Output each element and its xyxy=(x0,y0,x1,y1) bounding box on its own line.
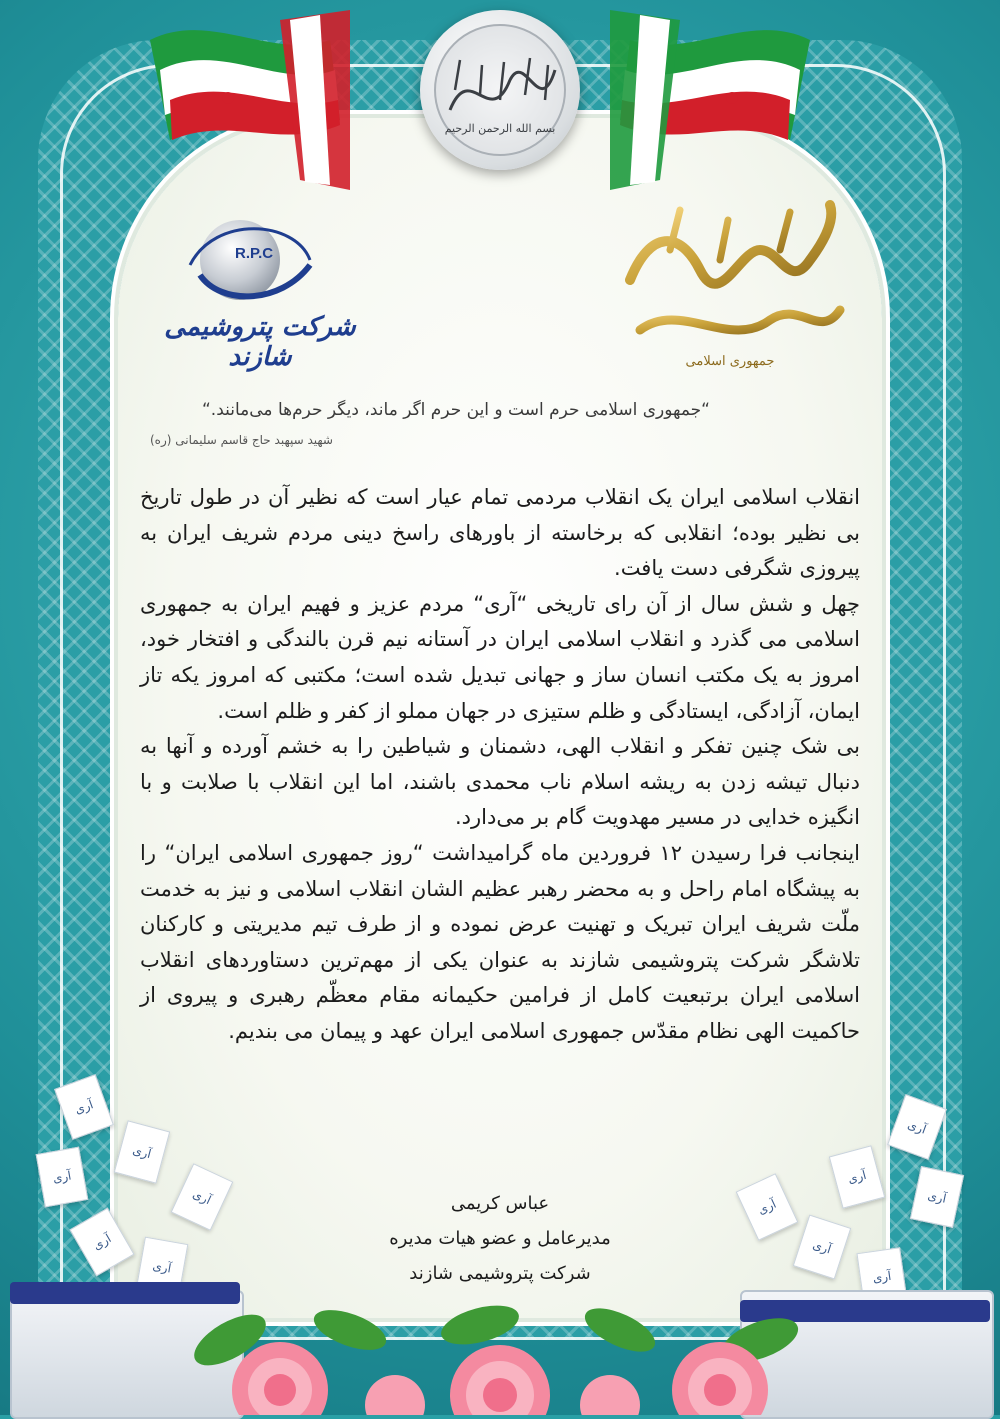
paragraph-1: انقلاب اسلامی ایران یک انقلاب مردمی تمام عیار است که نظیر آن در طول تاریخ بی نظیر بوده؛ انقلابی که برخاسته از باورهای راسخ دینی مردم شریف ایران به پیروزی شگرفی دست یافت. xyxy=(140,485,860,581)
jomhouri-eslami-calligraphy-icon xyxy=(610,190,850,370)
brand-title: جمهوری اسلامی xyxy=(685,354,775,369)
rpc-text: R.P.C xyxy=(235,245,274,262)
quote-attribution: شهید سپهبد حاج قاسم سلیمانی (ره) xyxy=(150,433,333,447)
vote-card-text: آری xyxy=(811,1237,833,1257)
vote-card-text: آری xyxy=(846,1167,868,1187)
vote-card-text: آری xyxy=(190,1186,214,1208)
flag-ribbon-right-icon xyxy=(610,0,810,190)
signer-company: شرکت پتروشیمی شازند xyxy=(409,1263,591,1284)
vote-card-text: آری xyxy=(90,1231,114,1253)
vote-card-text: آری xyxy=(905,1117,929,1137)
flag-ribbon-left-icon xyxy=(150,0,350,190)
paragraph-3: بی شک چنین تفکر و انقلاب الهی، دشمنان و شیاطین را به خشم آورده و آنها به دنبال تیشه زدن به ریشه اسلام ناب محمدی باشند، اما این انقلاب با صلابت و با انگیزه خدایی در مسیر مهدویت گام بر می‌دارد. xyxy=(140,734,860,830)
vote-card-text: آری xyxy=(131,1142,153,1162)
vote-card xyxy=(36,1147,89,1208)
vote-card-text: آری xyxy=(871,1268,893,1286)
company-logotype: شرکت پتروشیمی شازند xyxy=(164,312,356,372)
paragraph-2: چهل و شش سال از آن رای تاریخی “آری“ مردم عزیز و فهیم ایران به جمهوری اسلامی می گذرد و انقلاب اسلامی ایران در آستانه نیم قرن بالندگی و افتخار خود، امروز به یک مکتب انسان ساز و جهانی تبدیل شده است؛ مکتبی که امروز یکه تاز ایمان، آزادگی، ایستادگی و ظلم ستیزی در جهان مملو از کفر و ظلم است. xyxy=(140,591,860,723)
vote-card-text: آری xyxy=(151,1258,173,1276)
signature-block xyxy=(300,1186,700,1291)
vote-card-text: آری xyxy=(755,1196,779,1218)
letter-body xyxy=(140,480,860,1050)
vote-card-text: آری xyxy=(51,1168,73,1186)
signer-name: عباس کریمی xyxy=(450,1193,550,1214)
signer-title: مدیرعامل و عضو هیات مدیره xyxy=(389,1228,611,1249)
vote-card-text: آری xyxy=(926,1188,948,1206)
paragraph-4: اینجانب فرا رسیدن ۱۲ فروردین ماه گرامیداشت “روز جمهوری اسلامی ایران“ را به پیشگاه امام راحل و به محضر رهبر عظیم الشان انقلاب اسلامی و نیز به خدمت ملّت شریف ایران تبریک و تهنیت عرض نموده و از طرف تیم مدیریتی و کارکنان تلاشگر شرکت پتروشیمی شازند به عنوان یکی از مهم‌ترین دستاوردهای انقلاب اسلامی ایران برتبعیت کامل از فرامین حکیمانه مقام معظّم رهبری و پیروی از حاکمیت الهی نظام مقدّس جمهوری اسلامی ایران عهد و پیمان می بندیم. xyxy=(140,840,860,1043)
vote-card-text: آری xyxy=(72,1097,96,1117)
medallion-text: بسم الله الرحمن الرحيم xyxy=(444,122,556,135)
roses-decoration-icon xyxy=(150,1300,850,1415)
quote-text: “جمهوری اسلامی حرم است و این حرم اگر ماند، دیگر حرم‌ها می‌مانند.“ xyxy=(201,400,710,420)
bismillah-calligraphy-icon xyxy=(430,40,570,140)
